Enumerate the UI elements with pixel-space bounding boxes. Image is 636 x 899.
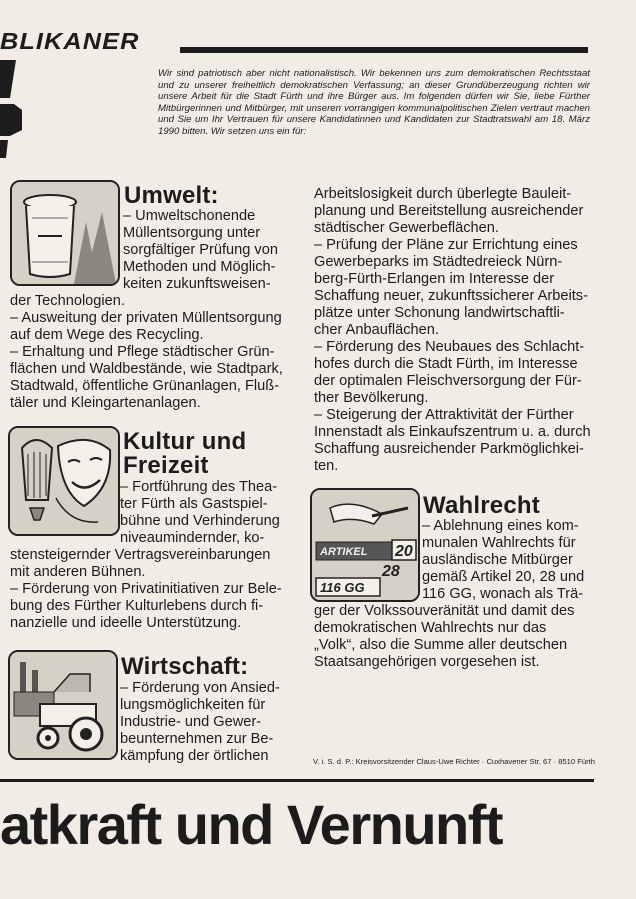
- right-column-line: plätze unter Schonung landwirtschaftli-: [314, 305, 565, 321]
- right-column-line: Arbeitslosigkeit durch überlegte Bauleit-: [314, 186, 572, 202]
- right-column-line: planung und Bereitstellung ausreichender: [314, 203, 584, 219]
- wahlrecht-line: „Volk“, also die Summe aller deutschen: [314, 637, 568, 653]
- right-column-line: hofes durch die Stadt Fürth, im Interesse: [314, 356, 578, 372]
- right-column-line: Schaffung ausreichender Parkmöglichkei-: [314, 441, 584, 457]
- sign-116-gg: 116 GG: [320, 580, 365, 595]
- wirtschaft-line: Industrie- und Gewer-: [120, 714, 262, 730]
- umwelt-line: – Umweltschonende: [123, 208, 256, 224]
- wirtschaft-line: kämpfung der örtlichen: [120, 748, 269, 764]
- heading-wirtschaft: Wirtschaft:: [121, 653, 249, 680]
- kultur-line: bung des Fürther Kulturlebens durch fi-: [10, 598, 264, 614]
- umwelt-line: täler und Kleingartenanlagen.: [10, 395, 201, 411]
- wahlrecht-line: gemäß Artikel 20, 28 und: [422, 569, 585, 585]
- slogan: atkraft und Vernunft: [0, 793, 503, 856]
- right-column-line: Gewerbeparks im Städtedreieck Nürn-: [314, 254, 563, 270]
- wahlrecht-line: 116 GG, wonach als Trä-: [422, 586, 584, 602]
- umwelt-line: der Technologien.: [10, 293, 125, 309]
- heading-freizeit: Freizeit: [123, 452, 209, 479]
- kultur-line: nanzielle und ideelle Unterstützung.: [10, 615, 242, 631]
- right-column-line: ther Bevölkerung.: [314, 390, 429, 406]
- ballot-article-illustration: [310, 488, 420, 602]
- wahlrecht-line: munalen Wahlrechts für: [422, 535, 576, 551]
- heading-wahlrecht: Wahlrecht: [423, 492, 540, 519]
- right-column-line: Schaffung neuer, zukunftssicherer Arbeits-: [314, 288, 588, 304]
- umwelt-line: – Erhaltung und Pflege städtischer Grün-: [10, 344, 275, 360]
- right-column-line: Innenstadt als Einkaufszentrum u. a. durch: [314, 424, 591, 440]
- party-logo-fragment: [0, 60, 30, 160]
- kultur-line: mit anderen Bühnen.: [10, 564, 146, 580]
- right-column-line: cher Anbauflächen.: [314, 322, 439, 338]
- wahlrecht-line: demokratischen Wahlrechts nur das: [314, 620, 547, 636]
- kultur-line: niveaumindernder, ko-: [120, 530, 265, 546]
- wirtschaft-line: – Förderung von Ansied-: [120, 680, 280, 696]
- kultur-line: ter Fürth als Gastspiel-: [120, 496, 268, 512]
- footer-rule: [0, 779, 594, 782]
- heading-umwelt: Umwelt:: [124, 182, 219, 209]
- wirtschaft-line: lungsmöglichkeiten für: [120, 697, 266, 713]
- wahlrecht-line: ausländische Mitbürger: [422, 552, 573, 568]
- right-column-line: – Prüfung der Pläne zur Errichtung eines: [314, 237, 578, 253]
- umwelt-line: Stadtwald, öffentliche Grünanlagen, Fluß-: [10, 378, 280, 394]
- sign-artikel: ARTIKEL: [320, 546, 368, 558]
- umwelt-line: auf dem Wege des Recycling.: [10, 327, 204, 343]
- kultur-line: – Fortführung des Thea-: [120, 479, 278, 495]
- right-column-line: – Steigerung der Attraktivität der Fürther: [314, 407, 574, 423]
- heading-kultur: Kultur und: [123, 428, 247, 455]
- sign-28: 28: [382, 563, 400, 580]
- umwelt-line: sorgfältiger Prüfung von: [123, 242, 278, 258]
- right-column-line: der optimalen Fleischversorgung der Für-: [314, 373, 582, 389]
- intro-paragraph: Wir sind patriotisch aber nicht nationalistisch. Wir bekennen uns zum demokratischen Rechtsstaat und zu unserer freiheitlich demokratischen Verfassung; an dieser Grundüberzeugung richten wir unsere Arbeit für die Stadt Fürth und ihre Bürger aus. Im folgenden dürfen wir Sie, liebe Fürther Mitbürgerinnen und Mitbürger, mit unseren vorrangigen kommunalpolitischen Zielen vertraut machen und Sie um Ihr Vertrauen für unsere Kandidatinnen und Kandidaten zur Stadtratswahl am 18. März 1990 bitten. Wir setzen uns ein für:: [158, 68, 590, 137]
- kultur-line: bühne und Verhinderung: [120, 513, 280, 529]
- umwelt-line: Methoden und Möglich-: [123, 259, 276, 275]
- wahlrecht-line: ger der Volkssouveränität und damit des: [314, 603, 575, 619]
- tractor-industry-illustration: [8, 650, 118, 760]
- umwelt-line: flächen und Waldbestände, wie Stadtpark,: [10, 361, 283, 377]
- imprint-line: V. i. S. d. P.: Kreisvorsitzender Claus-Uwe Richter · Cuxhavener Str. 67 · 8510 Fürth: [313, 757, 595, 766]
- header-rule: [180, 47, 588, 53]
- wahlrecht-line: – Ablehnung eines kom-: [422, 518, 579, 534]
- wahlrecht-line: Staatsangehörigen vorgesehen ist.: [314, 654, 540, 670]
- umwelt-line: – Ausweitung der privaten Müllentsorgung: [10, 310, 282, 326]
- kultur-line: stensteigernder Vertragsvereinbarungen: [10, 547, 271, 563]
- right-column-line: ten.: [314, 458, 339, 474]
- theater-masks-illustration: [8, 426, 120, 536]
- kultur-line: – Förderung von Privatinitiativen zur Bele-: [10, 581, 282, 597]
- trash-can-illustration: [10, 180, 120, 286]
- party-name-fragment: BLIKANER: [0, 28, 140, 54]
- wirtschaft-line: beunternehmen zur Be-: [120, 731, 274, 747]
- right-column-line: berg-Fürth-Erlangen im Interesse der: [314, 271, 555, 287]
- right-column-line: – Förderung des Neubaues des Schlacht-: [314, 339, 585, 355]
- umwelt-line: keiten zukunftsweisen-: [123, 276, 271, 292]
- sign-20: 20: [395, 543, 413, 560]
- umwelt-line: Müllentsorgung unter: [123, 225, 261, 241]
- right-column-line: städtischer Gewerbeflächen.: [314, 220, 499, 236]
